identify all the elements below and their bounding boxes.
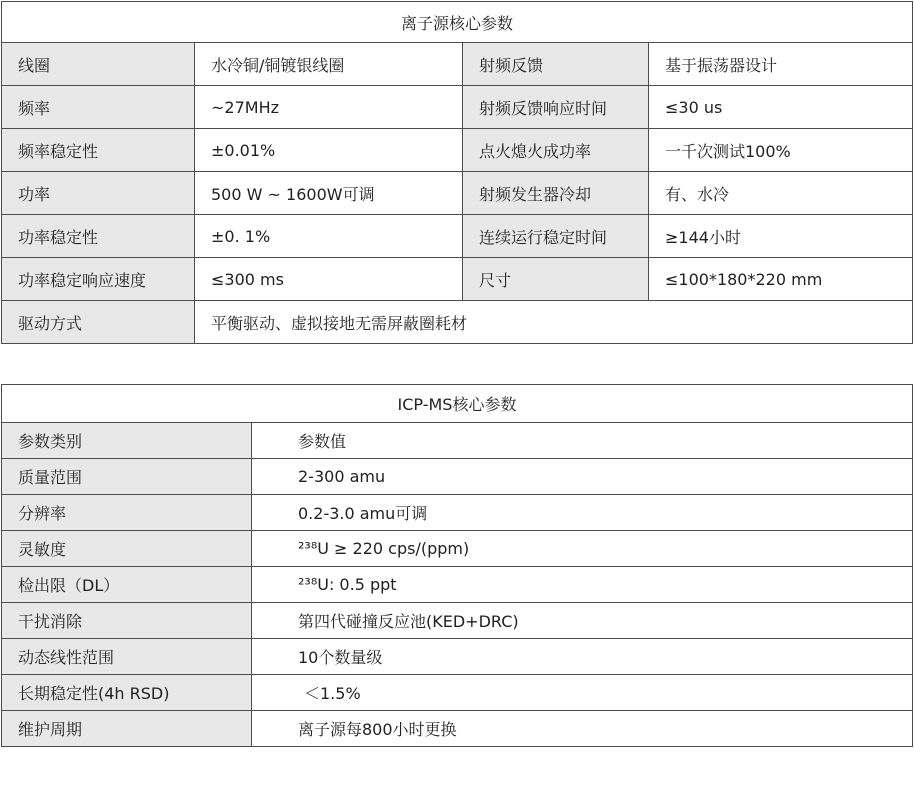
param-label: 干扰消除: [2, 603, 252, 639]
param-label: 连续运行稳定时间: [463, 215, 649, 258]
param-label: 功率稳定响应速度: [2, 258, 195, 301]
param-value: 2-300 amu: [252, 459, 913, 495]
table-row: [2, 423, 913, 459]
table-row: [2, 129, 913, 172]
param-value: ²³⁸U: 0.5 ppt: [252, 567, 913, 603]
table-row: [2, 711, 913, 747]
param-value: 10个数量级: [252, 639, 913, 675]
param-value: 500 W ~ 1600W可调: [195, 172, 463, 215]
param-label: 驱动方式: [2, 301, 195, 344]
table-row: [2, 43, 913, 86]
param-label: 线圈: [2, 43, 195, 86]
param-value: 有、水冷: [649, 172, 913, 215]
param-label: 射频发生器冷却: [463, 172, 649, 215]
param-label: 射频反馈: [463, 43, 649, 86]
ion-source-title: 离子源核心参数: [2, 2, 913, 43]
param-value: 参数值: [252, 423, 913, 459]
icpms-title: ICP-MS核心参数: [2, 385, 913, 423]
param-value: 水冷铜/铜镀银线圈: [195, 43, 463, 86]
table-row: [2, 86, 913, 129]
param-label: 动态线性范围: [2, 639, 252, 675]
table-row: [2, 603, 913, 639]
table-row: [2, 172, 913, 215]
table-row: [2, 531, 913, 567]
param-label: 功率: [2, 172, 195, 215]
param-value: ²³⁸U ≥ 220 cps/(ppm): [252, 531, 913, 567]
icpms-table: [1, 384, 913, 747]
table-row: [2, 301, 913, 344]
param-label: 检出限（DL）: [2, 567, 252, 603]
table-row: [2, 567, 913, 603]
param-label: 灵敏度: [2, 531, 252, 567]
table-row: [2, 639, 913, 675]
param-label: 质量范围: [2, 459, 252, 495]
param-label: 点火熄火成功率: [463, 129, 649, 172]
table-row: [2, 675, 913, 711]
table-row: [2, 495, 913, 531]
param-label: 参数类别: [2, 423, 252, 459]
param-value: 基于振荡器设计: [649, 43, 913, 86]
param-value: 第四代碰撞反应池(KED+DRC): [252, 603, 913, 639]
param-label: 尺寸: [463, 258, 649, 301]
param-value: 平衡驱动、虚拟接地无需屏蔽圈耗材: [195, 301, 913, 344]
param-label: 频率稳定性: [2, 129, 195, 172]
param-value: ≤30 us: [649, 86, 913, 129]
ion-source-table: [1, 1, 913, 344]
param-value: ≤100*180*220 mm: [649, 258, 913, 301]
param-value: ≥144小时: [649, 215, 913, 258]
param-value: ~27MHz: [195, 86, 463, 129]
param-label: 射频反馈响应时间: [463, 86, 649, 129]
param-label: 频率: [2, 86, 195, 129]
param-value: 0.2-3.0 amu可调: [252, 495, 913, 531]
table-row: [2, 258, 913, 301]
param-value: ±0. 1%: [195, 215, 463, 258]
table-row: [2, 215, 913, 258]
param-label: 维护周期: [2, 711, 252, 747]
table-row: [2, 459, 913, 495]
param-label: 功率稳定性: [2, 215, 195, 258]
param-label: 分辨率: [2, 495, 252, 531]
param-value: ≤300 ms: [195, 258, 463, 301]
param-label: 长期稳定性(4h RSD): [2, 675, 252, 711]
param-value: 离子源每800小时更换: [252, 711, 913, 747]
param-value: 一千次测试100%: [649, 129, 913, 172]
param-value: ＜1.5%: [252, 675, 913, 711]
param-value: ±0.01%: [195, 129, 463, 172]
